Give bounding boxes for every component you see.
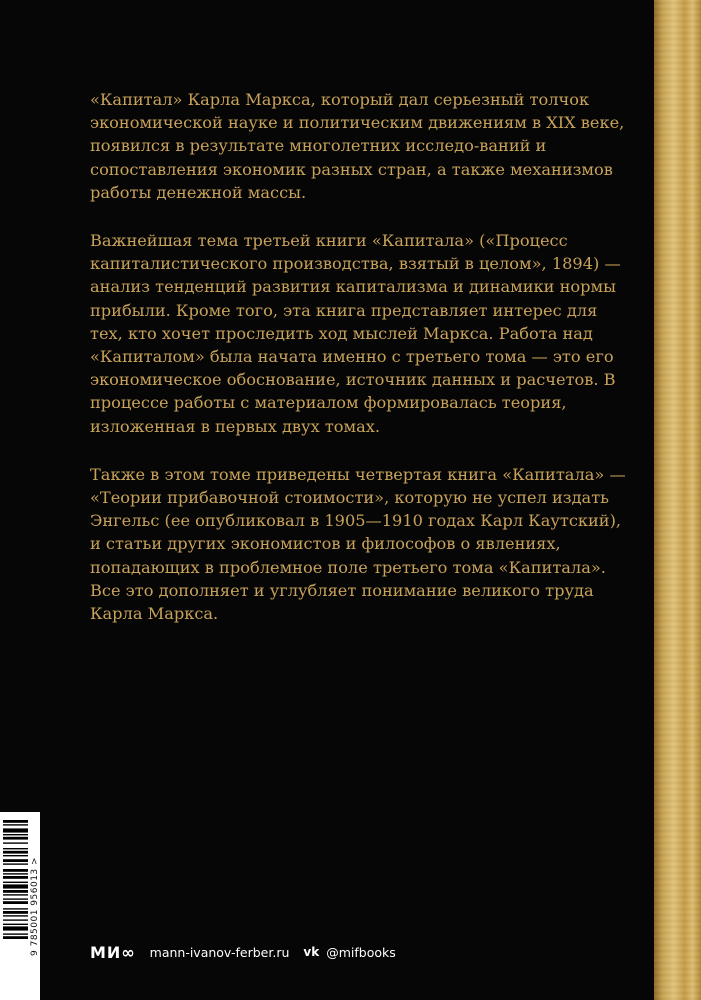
social-handle[interactable]: @mifbooks <box>326 944 396 960</box>
blurb-paragraph-3: Также в этом томе приведены четвертая книга «Капитала» — «Теории прибавочной стоимости», которую не успел издать Энгельс (ее опубликовал в 1905—1910 годах Карл Каутский), и статьи других экономистов и философов о явлениях, попадающих в проблемное поле третьего тома «Капитала». Все это дополняет и углубляет понимание великого труда Карла Маркса. <box>90 464 626 624</box>
blurb-paragraph-1: «Капитал» Карла Маркса, который дал серьезный толчок экономической науке и политическим движениям в XIX веке, появился в результате многолетних исследо-ваний и сопоставления экономик разных стран, а также механизмов работы денежной массы. <box>90 90 625 202</box>
vk-icon[interactable]: vk <box>303 945 320 959</box>
mif-logo: МИ∞ <box>90 942 136 962</box>
publisher-website[interactable]: mann-ivanov-ferber.ru <box>149 944 290 960</box>
isbn-number: 9 785001 956013 > <box>30 856 40 956</box>
gold-spine-stripe <box>654 0 701 1000</box>
cover-blurb <box>90 88 630 650</box>
barcode-bars <box>3 820 28 996</box>
blurb-paragraph-2: Важнейшая тема третьей книги «Капитала» («Процесс капиталистического производства, взятый в целом», 1894) — анализ тенденций развития капитализма и динамики нормы прибыли. Кроме того, эта книга представляет интерес для тех, кто хочет проследить ход мыслей Маркса. Работа над «Капиталом» была начата именно с третьего тома — это его экономическое обоснование, источник данных и расчетов. В процессе работы с материалом формировалась теория, изложенная в первых двух томах. <box>90 231 621 436</box>
publisher-footer <box>90 940 396 964</box>
